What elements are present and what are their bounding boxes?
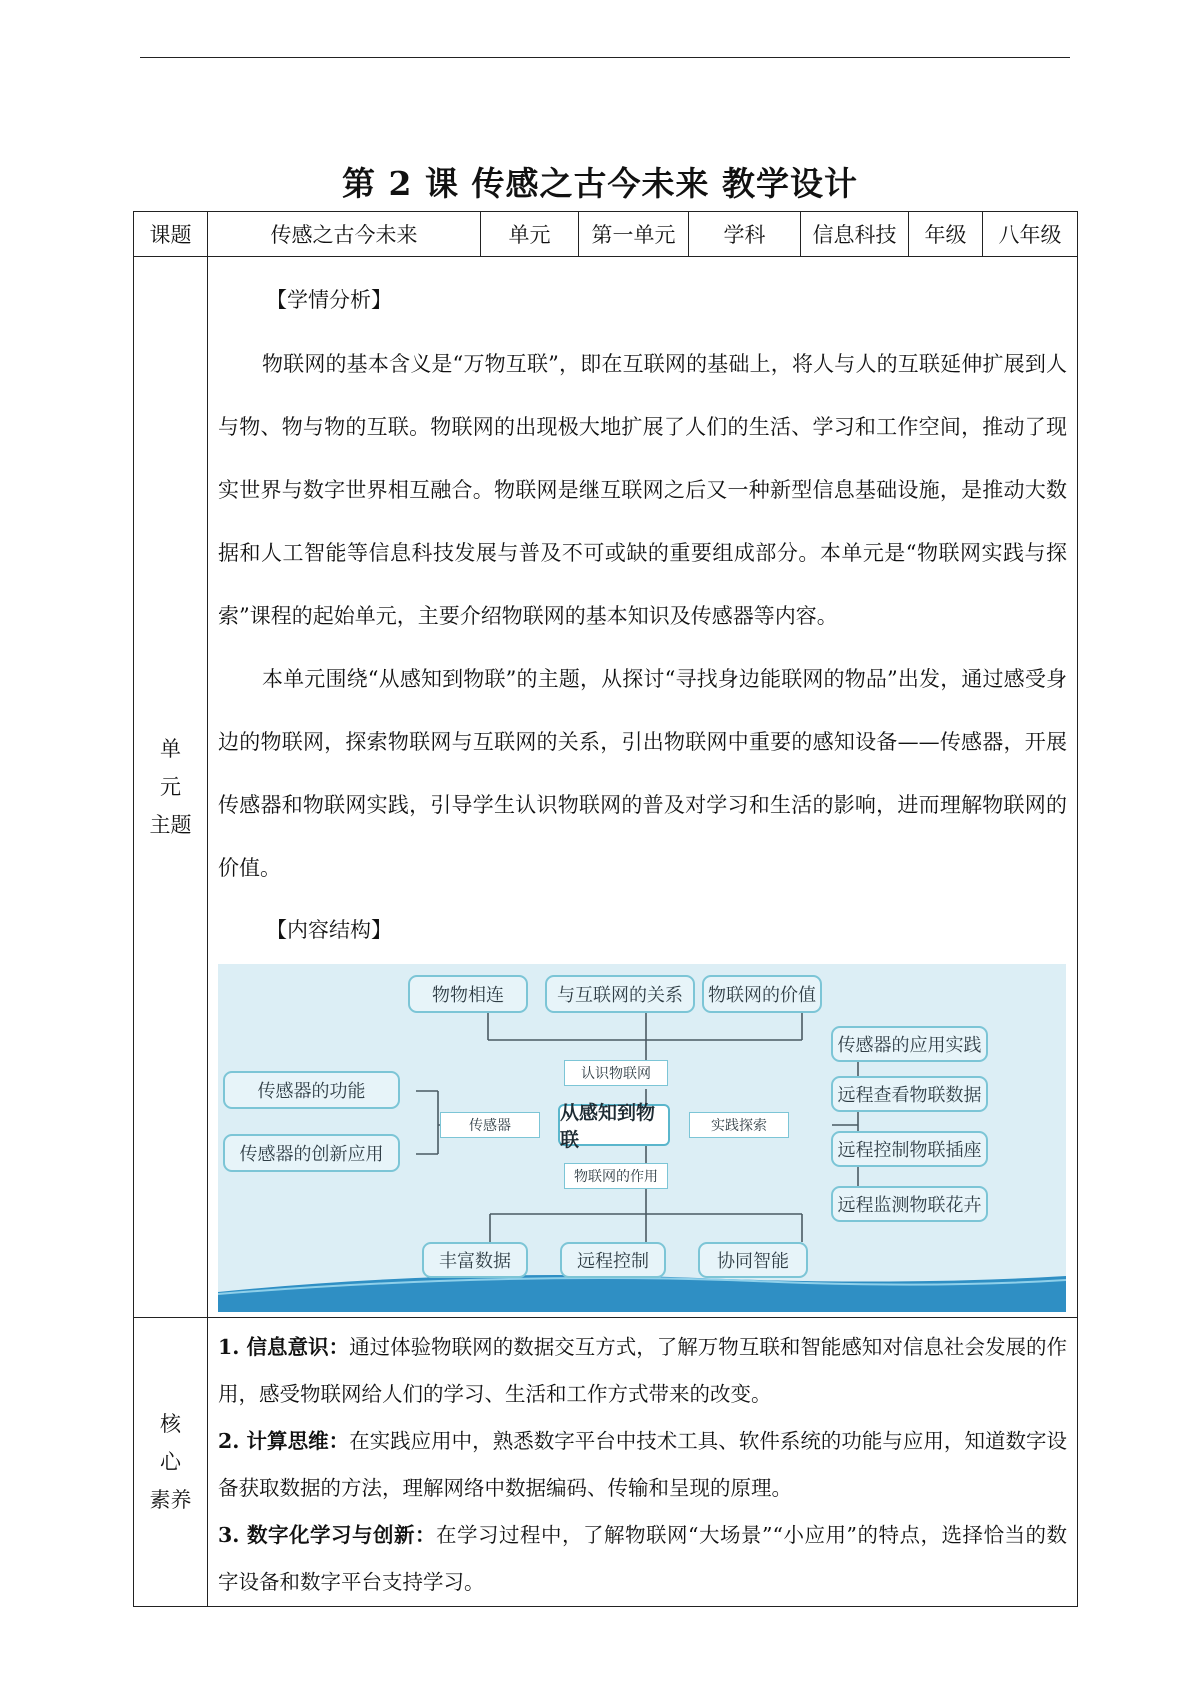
core-literacy-label [134,1318,208,1607]
right-item-2: 远程查看物联数据 [831,1076,988,1112]
bottom-item-3: 协同智能 [698,1242,808,1278]
core-item-1-text: 通过体验物联网的数据交互方式，了解万物互联和智能感知对信息社会发展的作用，感受物联网给人们的学习、生活和工作方式带来的改变。 [218,1335,1067,1406]
cell-grade-label: 年级 [909,212,983,257]
label-practice: 实践探索 [689,1112,789,1138]
core-item-2-title: 2. 计算思维： [218,1429,350,1453]
top-item-3: 物联网的价值 [702,975,822,1013]
content-structure-diagram [218,964,1066,1312]
left-item-2: 传感器的创新应用 [223,1134,400,1172]
label-sensor: 传感器 [440,1112,540,1138]
cell-topic-value: 传感之古今未来 [208,212,481,257]
cell-topic-label: 课题 [134,212,208,257]
core-literacy-label-line1: 核心 [160,1412,193,1474]
cell-unit-value: 第一单元 [579,212,689,257]
core-item-3-text: 在学习过程中，了解物联网“大场景”“小应用”的特点，选择恰当的数字设备和数字平台支持学习。 [218,1523,1067,1594]
analysis-heading: 【学情分析】 [266,288,392,312]
unit-theme-content [208,257,1078,1318]
label-know-iot: 认识物联网 [564,1060,668,1086]
core-literacy-content [208,1318,1078,1607]
bottom-item-1: 丰富数据 [422,1242,528,1278]
lesson-table [133,211,1078,1607]
center-node: 从感知到物联 [558,1104,670,1146]
unit-theme-label-line1: 单元 [160,737,193,799]
wave-decoration [218,1275,1066,1312]
cell-grade-value: 八年级 [983,212,1078,257]
core-item-1-title: 1. 信息意识： [218,1335,350,1359]
top-item-1: 物物相连 [408,975,528,1013]
unit-theme-row [134,257,1078,1318]
cell-subject-value: 信息科技 [801,212,909,257]
unit-theme-label [134,257,208,1318]
core-item-1 [218,1324,1067,1418]
analysis-paragraph-1: 物联网的基本含义是“万物互联”，即在互联网的基础上，将人与人的互联延伸扩展到人与物、物与物的互联。物联网的出现极大地扩展了人们的生活、学习和工作空间，推动了现实世界与数字世界相互融合。物联网是继互联网之后又一种新型信息基础设施，是推动大数据和人工智能等信息科技发展与普及不可或缺的重要组成部分。本单元是“物联网实践与探索”课程的起始单元，主要介绍物联网的基本知识及传感器等内容。 [218,352,1067,628]
bottom-item-2: 远程控制 [560,1242,666,1278]
core-item-2 [218,1418,1067,1512]
right-item-1: 传感器的应用实践 [831,1026,988,1062]
header-rule [140,57,1070,58]
cell-subject-label: 学科 [689,212,801,257]
core-literacy-row [134,1318,1078,1607]
analysis-paragraph-2: 本单元围绕“从感知到物联”的主题，从探讨“寻找身边能联网的物品”出发，通过感受身边的物联网，探索物联网与互联网的关系，引出物联网中重要的感知设备——传感器，开展传感器和物联网实践，引导学生认识物联网的普及对学习和生活的影响，进而理解物联网的价值。 [218,667,1067,880]
right-item-3: 远程控制物联插座 [831,1131,988,1167]
core-item-2-text: 在实践应用中，熟悉数字平台中技术工具、软件系统的功能与应用，知道数字设备获取数据的方法，理解网络中数据编码、传输和呈现的原理。 [218,1429,1067,1500]
core-literacy-label-line2: 素养 [149,1488,192,1512]
core-item-3 [218,1512,1067,1606]
unit-theme-label-line2: 主题 [149,813,192,837]
label-iot-role: 物联网的作用 [564,1163,668,1189]
left-item-1: 传感器的功能 [223,1071,400,1109]
cell-unit-label: 单元 [481,212,579,257]
page-title: 第 2 课 传感之古今未来 教学设计 [342,164,858,203]
structure-heading: 【内容结构】 [266,918,392,942]
right-item-4: 远程监测物联花卉 [831,1186,988,1222]
core-item-3-title: 3. 数字化学习与创新： [218,1523,437,1547]
header-row [134,212,1078,257]
top-item-2: 与互联网的关系 [545,975,695,1013]
